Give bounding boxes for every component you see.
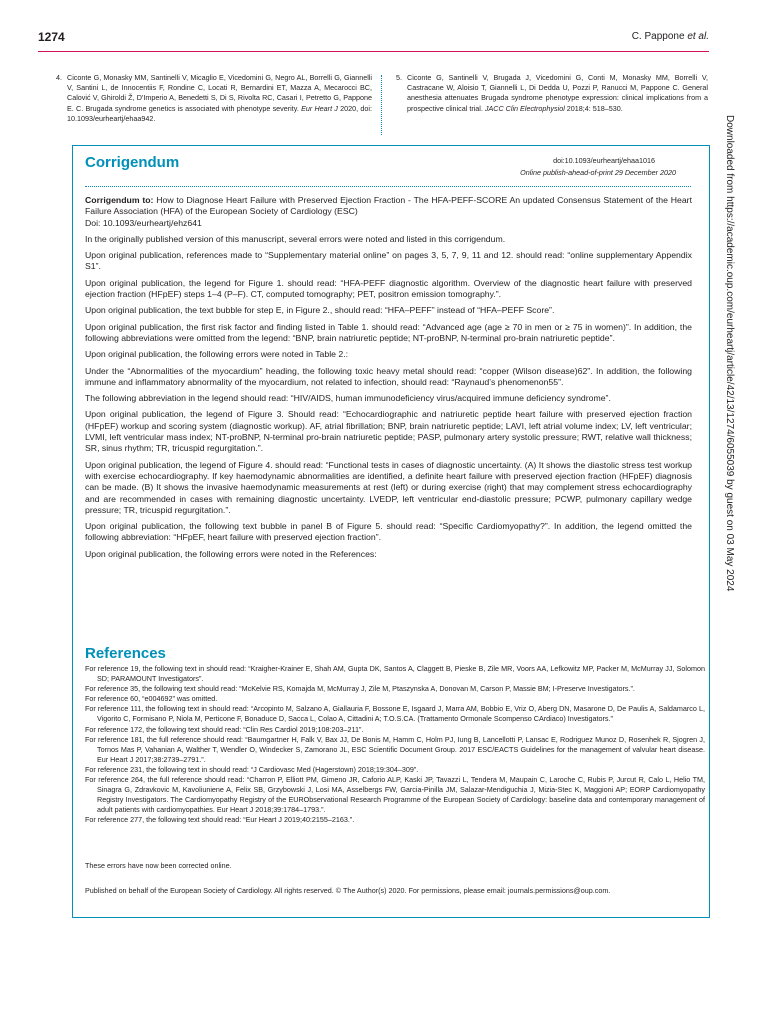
correction-paragraph: In the originally published version of this manuscript, several errors were noted and listed in this corrigendum.: [85, 233, 506, 244]
column-separator: [381, 75, 382, 135]
reference-correction: For reference 181, the full reference should read: “Baumgartner H, Falk V, Bax JJ, De Bonis M, Hamm C, Holm PJ, Iung B, Lancellotti P, Lansac E, Rodriguez Munoz D, Rosenhek R, Sjogren J, Tornos Mas P, Vahanian A, Walther T, Wendler O, Windecker S, Zamorano JL, ESC Scientific Document Group. 2017 ESC/EACTS Guidelines for the management of valvular heart disease. Eur Heart J 2017;38:2739–2791.”.: [85, 734, 705, 764]
corrigendum-divider: [85, 186, 691, 187]
correction-paragraph: Upon original publication, the legend of Figure 4. should read: “Functional tests in cases of diagnostic uncertainty. (A) It shows the diastolic stress test workup with exercise echocardiography. If key haemodynamic abnormalities are identified, a definite heart failure with preserved ejection fraction (HFpEF) diagnosis can be made. (B) It shows the invasive haemodynamic measurements at rest (left) or during exercise (right) that may complement stress echocardiography and are recommended in cases with remaining diagnostic uncertainty. LVEDP, left ventricular end-diastolic pressure; PCWP, pulmonary capillary wedge pressure; TR, tricuspid regurgitation.”.: [85, 459, 692, 515]
running-head-etal: et al.: [687, 31, 709, 42]
corrigendum-online-date: Online publish-ahead-of-print 29 December 2020: [520, 168, 676, 177]
prev-reference-5: [396, 73, 708, 114]
page-number: 1274: [38, 30, 65, 44]
correction-paragraph: Upon original publication, the following text bubble in panel B of Figure 5. should read: “Specific Cardiomyopathy?”. In addition, the legend omitted the following abbreviation: “HFpEF, heart failure with preserved ejection fraction”.: [85, 521, 692, 543]
reference-number: 5.: [396, 73, 402, 82]
running-head-author: C. Pappone: [631, 31, 685, 42]
reference-correction: For reference 264, the full reference should read: “Charron P, Elliott PM, Gimeno JR, Caforio ALP, Kaski JP, Tavazzi L, Tendera M, Maupain C, Laroche C, Rubis P, Jurcut R, Calo L, Helio TM, Sinagra G, Zdravkovic M, Kavoliuniene A, Felix SB, Grzybowski J, Losi MA, Asselbergs FW, Garcia-Pinilla JM, Salazar-Mendiguchia J, Mizia-Stec K, Maggioni AP; EORP Cardiomyopathy Registry Investigators. The Cardiomyopathy Registry of the EURObservational Research Programme of the European Society of Cardiology: baseline data and contemporary management of adult patients with cardiomyopathies. Eur Heart J 2018;39:1784–1793.”.: [85, 775, 705, 815]
correction-paragraph: Upon original publication, references made to “Supplementary material online” on pages 3, 5, 7, 9, 11 and 12. should read: “online supplementary Appendix S1”.: [85, 250, 692, 272]
correction-paragraph: Upon original publication, the following errors were noted in Table 2.:: [85, 349, 349, 360]
reference-correction: For reference 60, “e004692” was omitted.: [85, 694, 218, 704]
running-head: [632, 31, 709, 42]
reference-text: Ciconte G, Monasky MM, Santinelli V, Micaglio E, Vicedomini G, Negro AL, Borrelli G, Giannelli V, Santini L, de Innocentiis F, Rondine C, Locati R, Bernardini ET, Mazza A, Mecarocci BC, Calović V, Ghiroldi Ž, D'Imperio A, Benedetti S, Di S, Rivolta RC, Casari I, Petretto G, Pappone E. C. Brugada syndrome genetics is associated with phenotype severity. Eur Heart J 2020, doi: 10.1093/eurheartj/ehaa942.: [67, 73, 372, 123]
correction-paragraph: The following abbreviation in the legend should read: “HIV/AIDS, human immunodeficiency virus/acquired immune deficiency syndrome”.: [85, 393, 611, 404]
correction-paragraph: Upon original publication, the legend for Figure 1. should read: “HFA-PEFF diagnostic algorithm. Overview of the diagnostic heart failure with preserved ejection fraction (HFpEF) steps 1–4 (P–F). CT, computed tomography; PET, positron emission tomography.”.: [85, 277, 692, 300]
download-watermark: Downloaded from https://academic.oup.com/eurheartj/article/42/13/1274/6055039 by guest on 03 May 2024: [724, 115, 735, 592]
corrigendum-target-doi: Doi: 10.1093/eurheartj/ehz641: [85, 217, 202, 228]
publisher-note: Published on behalf of the European Society of Cardiology. All rights reserved. © The Author(s) 2020. For permissions, please email: journals.permissions@oup.com.: [85, 886, 611, 895]
correction-paragraph: Upon original publication, the text bubble for step E, in Figure 2., should read: “HFA–PEFF” instead of “HFA–PEFF Score”.: [85, 305, 555, 316]
reference-text: Ciconte G, Santinelli V, Brugada J, Vicedomini G, Conti M, Monasky MM, Borrelli V, Castracane W, Aloisio T, Giannelli L, Di Dedda U, Pozzi P, Ranucci M, Pappone C. General anesthesia attenuates Brugada syndrome phenotype expression: clinical implications from a prospective clinical trial. JACC Clin Electrophysiol 2018;4: 518–530.: [407, 73, 708, 113]
correction-paragraph: Under the “Abnormalities of the myocardium” heading, the following toxic heavy metal should read: “copper (Wilson disease)62”. In addition, the following immune and inflammatory abnormality of the myocardium, not related to infection, should read: “Raynaud’s phenomenon55”.: [85, 365, 692, 387]
corrigendum-doi: doi:10.1093/eurheartj/ehaa1016: [553, 156, 655, 165]
reference-correction: For reference 19, the following text in should read: “Kraigher-Krainer E, Shah AM, Gupta DK, Santos A, Claggett B, Pieske B, Zile MR, Voors AA, Lefkowitz MP, Packer M, McMurray JJ, Solomon SD; PARAMOUNT Investigators”.: [85, 664, 705, 684]
reference-correction: For reference 277, the following text should read: “Eur Heart J 2019;40:2155–2163.”.: [85, 815, 355, 825]
references-heading: References: [85, 645, 166, 662]
reference-correction: For reference 231, the following text in should read: “J Cardiovasc Med (Hagerstown) 2018;19:304–309”.: [85, 764, 419, 774]
references-list: [85, 664, 705, 826]
header-rule: [38, 51, 709, 52]
reference-correction: For reference 35, the following text should read: “McKelvie RS, Komajda M, McMurray J, Zile M, Ptaszynska A, Donovan M, Carson P, Massie BM; I-Preserve Investigators.”.: [85, 684, 635, 694]
correction-paragraph: Upon original publication, the legend of Figure 3. Should read: “Echocardiographic and natriuretic peptide heart failure with preserved ejection fraction (HFpEF) workup and scoring system (diagnostic workup). AF, atrial fibrillation; BNP, brain natriuretic peptide; LAVI, left atrial volume index; LV, left ventricular; LVMI, left ventricular mass index; NT-proBNP, N-terminal pro-brain natriuretic peptide; PASP, pulmonary artery systolic pressure; RWT, relative wall thickness; SR, sinus rhythm; TR, tricuspid regurgitation.”.: [85, 409, 692, 454]
corrected-note: These errors have now been corrected online.: [85, 861, 232, 870]
reference-number: 4.: [56, 73, 62, 82]
reference-correction: For reference 172, the following text should read: “Clin Res Cardiol 2019;108:203–211”.: [85, 724, 364, 734]
corrigendum-body: [85, 195, 692, 565]
corrigendum-target: Corrigendum to: How to Diagnose Heart Failure with Preserved Ejection Fraction - The HFA-PEFF-SCORE An updated Consensus Statement of the Heart Failure Association (HFA) of the European Society of Cardiology (ESC) Doi: 10.1093/eurheartj/ehz641: [85, 195, 692, 228]
reference-correction: For reference 111, the following text in should read: “Arcopinto M, Salzano A, Giallauria F, Bossone E, Isgaard J, Marra AM, Bobbio E, Vriz O, Aberg DN, Masarone D, De Paulis A, Saldamarco L, Vigorito C, Formisano P, Niola M, Perticone F, Bonaduce D, Sacca L, Colao A, Cittadini A; T.O.S.CA. (Trattamento Ormonale Scompenso CArdiaco) Investigators.”: [85, 704, 705, 724]
corrigendum-title: Corrigendum: [85, 154, 180, 171]
correction-paragraph: Upon original publication, the following errors were noted in the References:: [85, 548, 377, 559]
correction-paragraph: Upon original publication, the first risk factor and finding listed in Table 1. should read: “Advanced age (age ≥ 70 in men or ≥ 75 in women)”. In addition, the following abbreviations were omitted from the legend: “BNP, brain natriuretic peptide; NT-proBNP, N-terminal pro-brain natriuretic peptide”.: [85, 321, 692, 343]
corrigendum-box: [72, 145, 710, 918]
prev-reference-4: [56, 73, 372, 124]
